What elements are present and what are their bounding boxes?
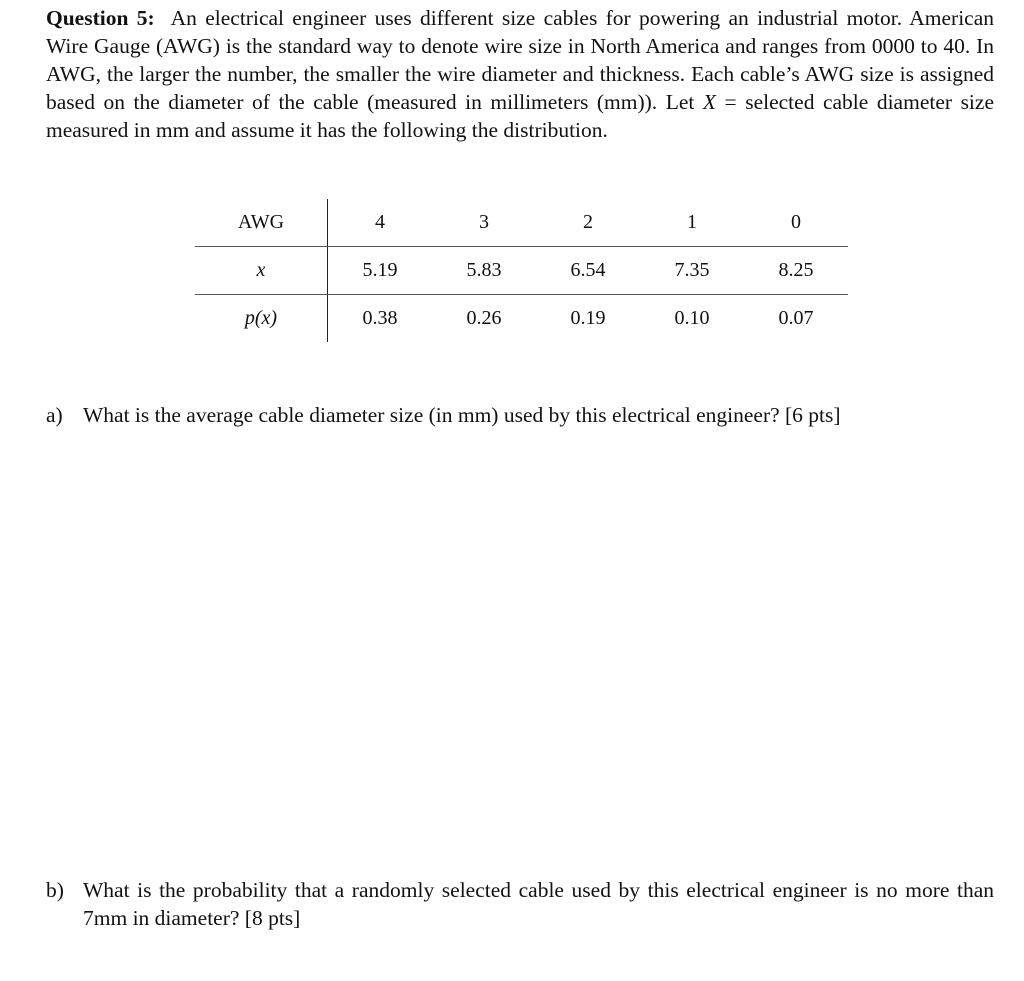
awg-cell: 4 — [328, 199, 433, 247]
question-part-b — [46, 876, 994, 932]
px-cell: 0.19 — [570, 307, 606, 329]
question-label: Question 5: — [46, 6, 155, 30]
row-label-x: x — [195, 247, 328, 295]
px-cell: 0.07 — [778, 307, 814, 329]
table-row-x — [195, 247, 848, 295]
part-b-text: What is the probability that a randomly selected cable used by this electrical engineer is no more than 7mm in diameter? [8 pts] — [83, 878, 994, 930]
x-cell: 5.19 — [328, 247, 433, 295]
part-b-label: b) — [46, 878, 64, 902]
question-part-a — [46, 401, 994, 429]
table-row-awg — [195, 199, 848, 247]
part-a-text: What is the average cable diameter size (in mm) used by this electrical engineer? [6 pts] — [83, 403, 841, 427]
awg-cell: 2 — [536, 199, 640, 247]
question-text-start: An electrical engineer uses different size cables for powering an industrial motor. American Wire Gauge (AWG) is the standard way to denote wire size in North America and ranges from 0000 to 40. In AWG, the larger the number, the smaller the wire diameter and thickness. Each cable’s AWG size is assigned based on the diameter of the cable (measured in millimeters (mm)). Let — [46, 6, 995, 114]
x-cell: 6.54 — [536, 247, 640, 295]
x-cell: 7.35 — [640, 247, 744, 295]
part-a-label: a) — [46, 403, 63, 427]
px-cell: 0.10 — [674, 307, 710, 329]
x-cell: 8.25 — [744, 247, 848, 295]
px-cell: 0.26 — [466, 307, 502, 329]
px-cell: 0.38 — [362, 307, 398, 329]
row-label-px: p(x) — [195, 295, 328, 343]
question-text-end: = selected cable diameter size measured in mm and assume it has the following the distribution. — [46, 90, 994, 142]
x-cell: 5.83 — [432, 247, 536, 295]
row-label-awg: AWG — [195, 199, 328, 247]
awg-cell: 1 — [640, 199, 744, 247]
awg-cell: 0 — [744, 199, 848, 247]
table-row-px — [195, 295, 848, 343]
question-intro — [46, 4, 994, 144]
variable-x: X — [702, 90, 717, 114]
distribution-table — [195, 199, 848, 342]
awg-cell: 3 — [432, 199, 536, 247]
